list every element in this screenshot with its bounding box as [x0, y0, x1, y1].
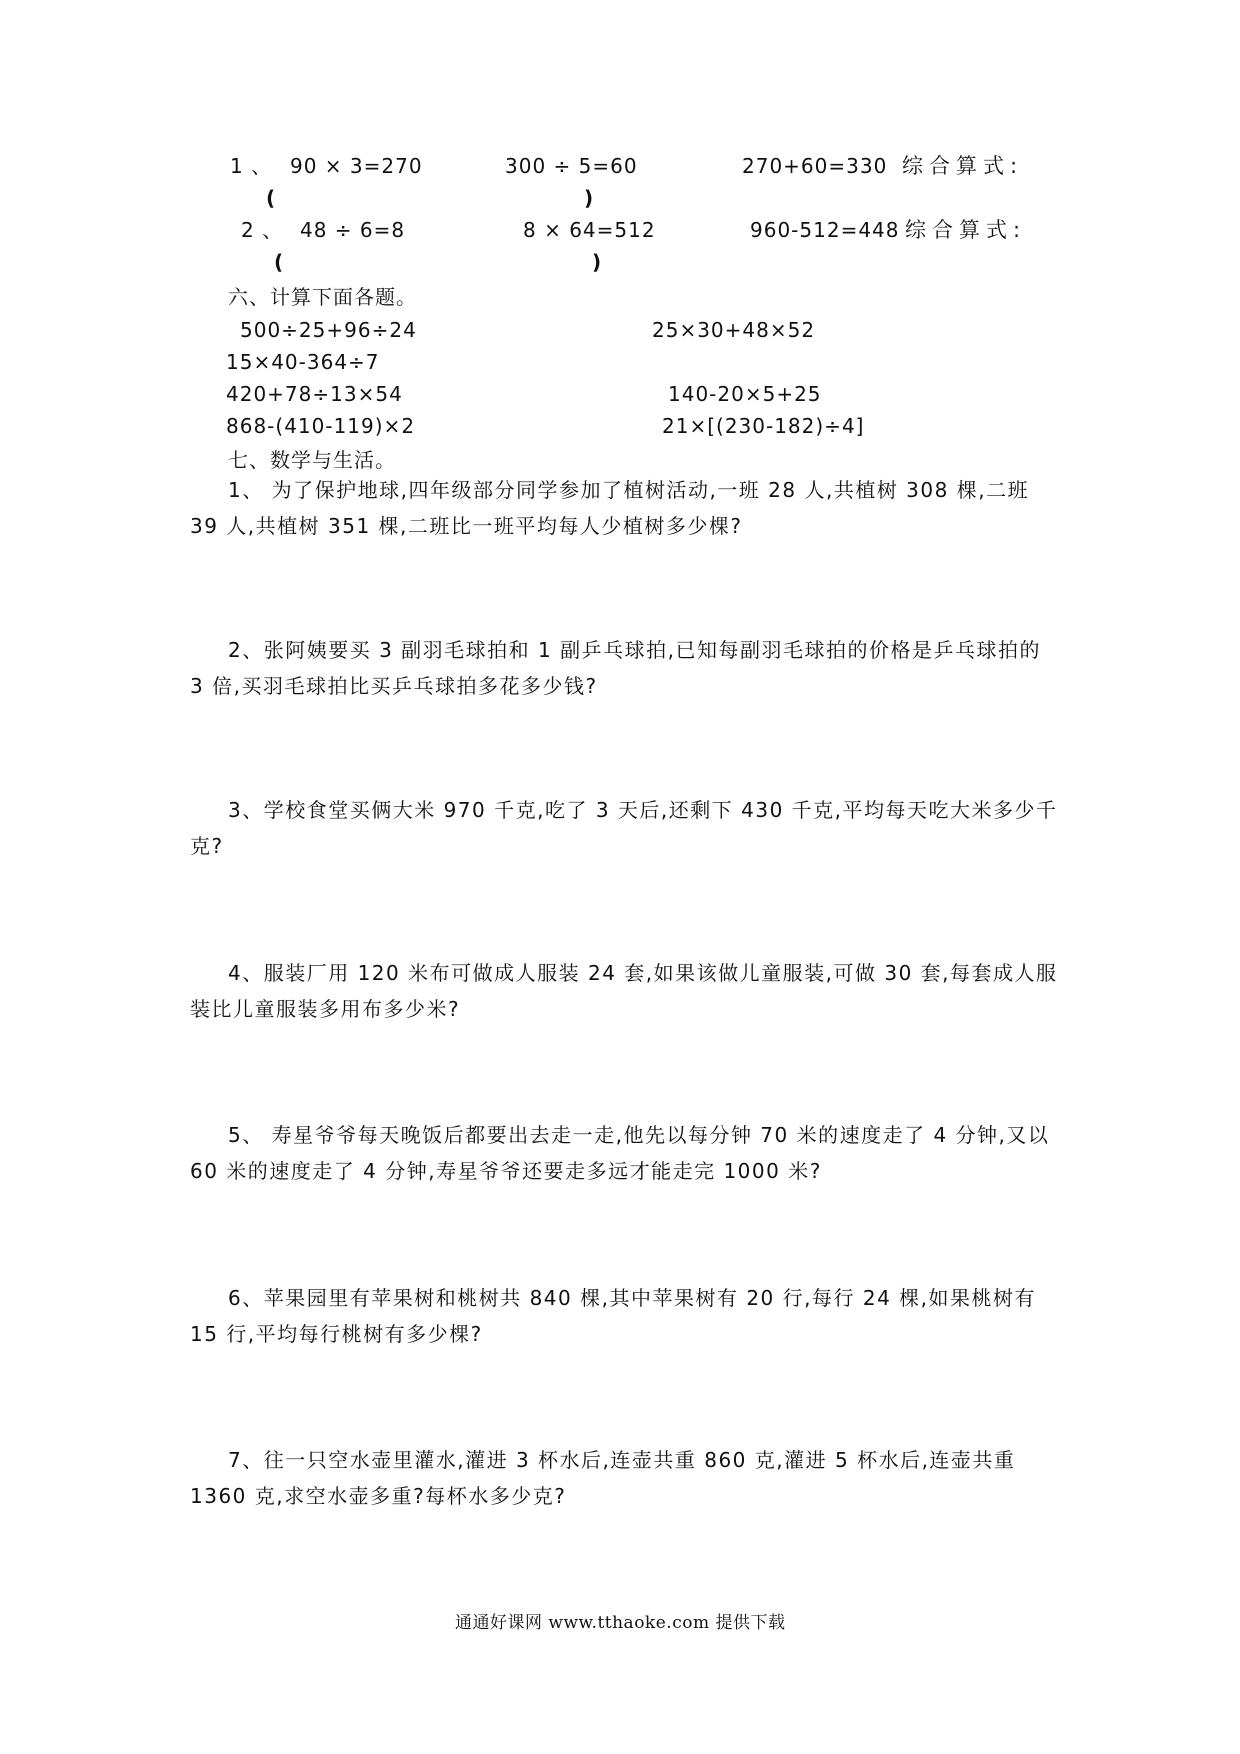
word-problem: 3、学校食堂买俩大米 970 千克,吃了 3 天后,还剩下 430 千克,平均每天吃大米多少千克? [190, 798, 1058, 858]
section6-heading: 六、计算下面各题。 [228, 285, 417, 309]
calc-item: 25×30+48×52 [652, 318, 816, 342]
calc-item: 21×[(230-182)÷4] [662, 414, 865, 438]
q2-number: 2 、 [241, 218, 284, 242]
calc-item: 420+78÷13×54 [226, 382, 403, 406]
word-problem: 6、苹果园里有苹果树和桃树共 840 棵,其中苹果树有 20 行,每行 24 棵,如果桃树有 15 行,平均每行桃树有多少棵? [190, 1286, 1037, 1346]
q1-number: 1 、 [230, 154, 273, 178]
calc-item: 15×40-364÷7 [226, 350, 380, 374]
word-problem: 1、 为了保护地球,四年级部分同学参加了植树活动,一班 28 人,共植树 308 棵,二班 39 人,共植树 351 棵,二班比一班平均每人少植树多少棵? [190, 478, 1030, 538]
word-problem: 5、 寿星爷爷每天晚饭后都要出去走一走,他先以每分钟 70 米的速度走了 4 分钟,又以 60 米的速度走了 4 分钟,寿星爷爷还要走多远才能走完 1000 米? [190, 1123, 1050, 1183]
q1-combined-label: 综合算式: [902, 154, 1024, 178]
footer-text: 通通好课网 www.tthaoke.com 提供下载 [455, 1613, 786, 1633]
calc-item: 140-20×5+25 [668, 382, 822, 406]
q1-paren-open: ( [266, 186, 277, 210]
calc-item: 868-(410-119)×2 [226, 414, 416, 438]
q2-step2: 8 × 64=512 [523, 218, 656, 242]
q1-step2: 300 ÷ 5=60 [505, 154, 638, 178]
q2-paren-open: ( [274, 250, 285, 274]
q2-step1: 48 ÷ 6=8 [300, 218, 406, 242]
word-problem: 7、往一只空水壶里灌水,灌进 3 杯水后,连壶共重 860 克,灌进 5 杯水后,连壶共重 1360 克,求空水壶多重?每杯水多少克? [190, 1448, 1016, 1508]
q1-step3: 270+60=330 [742, 154, 888, 178]
word-problem: 4、服装厂用 120 米布可做成人服装 24 套,如果该做儿童服装,可做 30 套,每套成人服装比儿童服装多用布多少米? [190, 961, 1058, 1021]
word-problem: 2、张阿姨要买 3 副羽毛球拍和 1 副乒乓球拍,已知每副羽毛球拍的价格是乒乓球拍的 3 倍,买羽毛球拍比买乒乓球拍多花多少钱? [190, 638, 1041, 698]
section7-heading: 七、数学与生活。 [228, 448, 396, 472]
q1-paren-close: ) [584, 186, 595, 210]
q1-step1: 90 × 3=270 [290, 154, 423, 178]
q2-paren-close: ) [592, 250, 603, 274]
q2-step3: 960-512=448 [750, 218, 900, 242]
calc-item: 500÷25+96÷24 [240, 318, 417, 342]
q2-combined-label: 综合算式: [905, 218, 1027, 242]
